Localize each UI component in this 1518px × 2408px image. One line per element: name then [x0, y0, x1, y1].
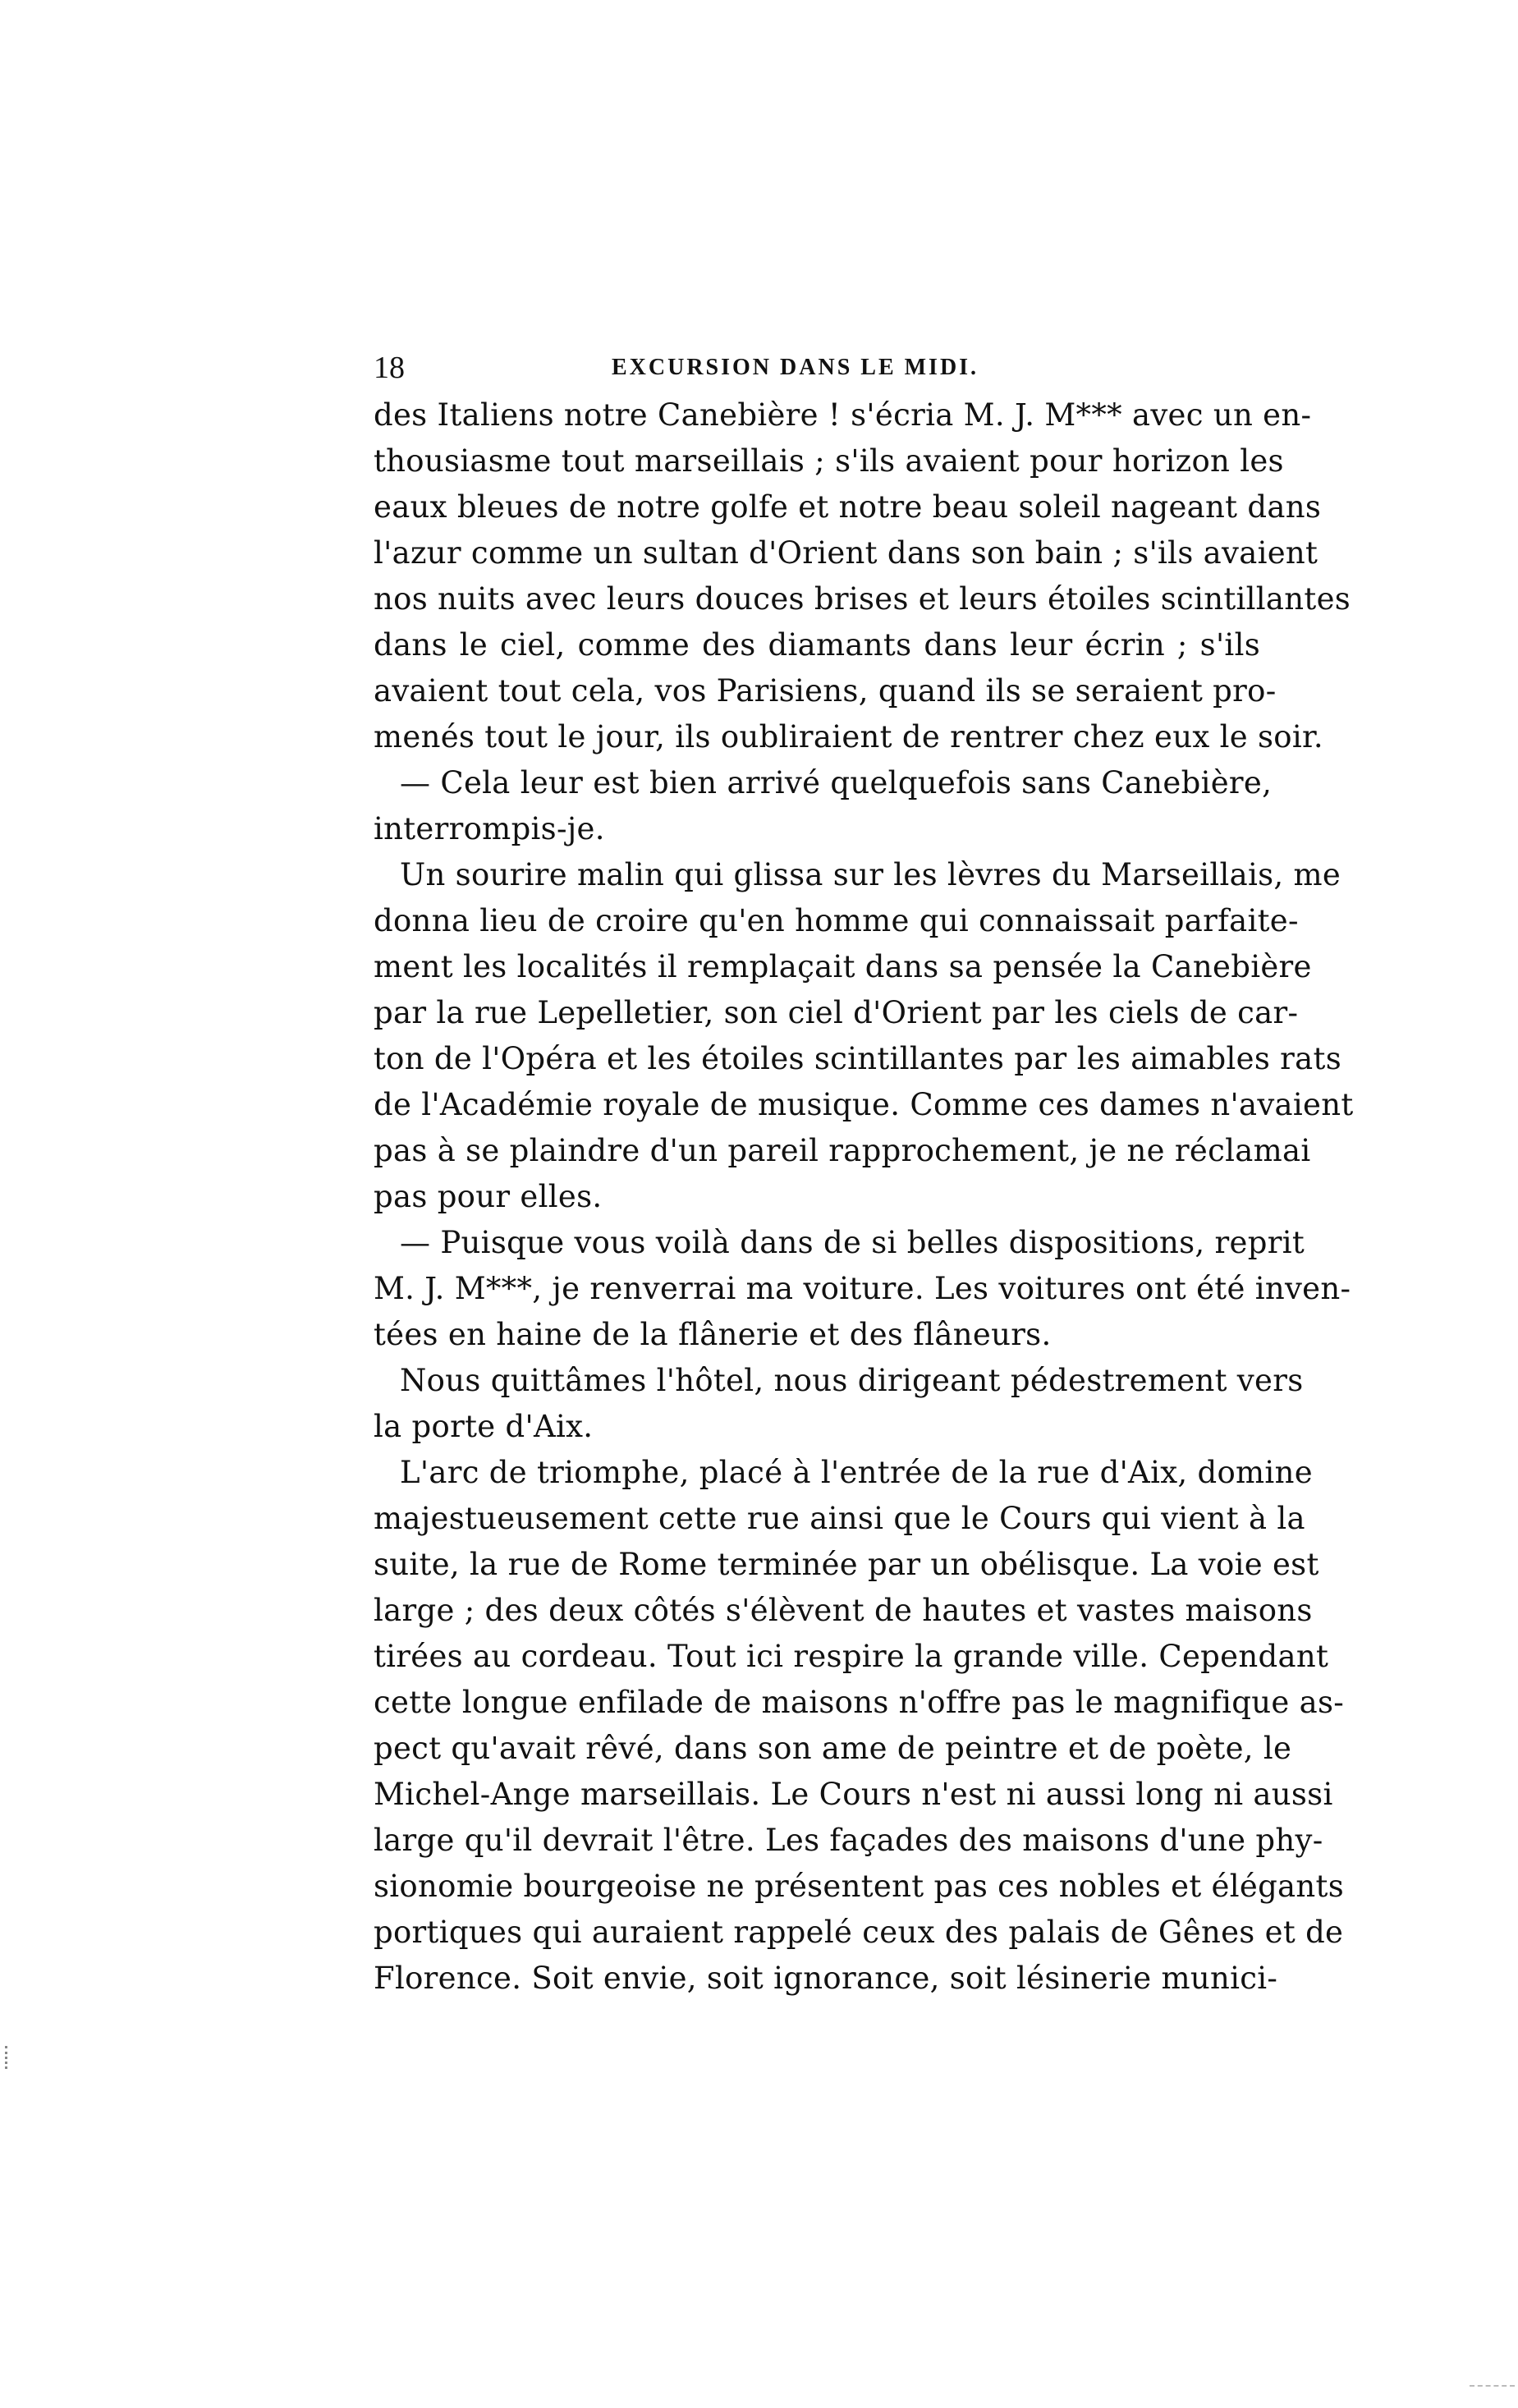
- scan-edge-mark: [1470, 2385, 1515, 2388]
- text-line: pas pour elles.: [374, 1179, 603, 1214]
- text-line: — Puisque vous voilà dans de si belles dispositions, reprit: [400, 1225, 1305, 1260]
- text-line: sionomie bourgeoise ne présentent pas ces nobles et élégants: [374, 1869, 1344, 1904]
- text-line: large ; des deux côtés s'élèvent de hautes et vastes maisons: [374, 1593, 1313, 1628]
- text-line: menés tout le jour, ils oubliraient de rentrer chez eux le soir.: [374, 719, 1323, 755]
- text-line: Un sourire malin qui glissa sur les lèvres du Marseillais, me: [400, 857, 1341, 892]
- text-line: thousiasme tout marseillais ; s'ils avaient pour horizon les: [374, 443, 1284, 479]
- text-line: nos nuits avec leurs douces brises et leurs étoiles scintillantes: [374, 581, 1351, 617]
- text-line: large qu'il devrait l'être. Les façades des maisons d'une phy-: [374, 1823, 1323, 1858]
- text-line: par la rue Lepelletier, son ciel d'Orient par les ciels de car-: [374, 995, 1299, 1030]
- page-header: [374, 345, 1260, 391]
- text-line: l'azur comme un sultan d'Orient dans son bain ; s'ils avaient: [374, 535, 1319, 571]
- text-line: Florence. Soit envie, soit ignorance, soit lésinerie munici-: [374, 1961, 1278, 1996]
- text-line: portiques qui auraient rappelé ceux des palais de Gênes et de: [374, 1915, 1344, 1950]
- text-line: M. J. M***, je renverrai ma voiture. Les voitures ont été inven-: [374, 1271, 1351, 1306]
- text-line: eaux bleues de notre golfe et notre beau soleil nageant dans: [374, 489, 1322, 525]
- text-line: donna lieu de croire qu'en homme qui connaissait parfaite-: [374, 903, 1299, 938]
- text-line: ton de l'Opéra et les étoiles scintillantes par les aimables rats: [374, 1041, 1341, 1076]
- text-line: des Italiens notre Canebière ! s'écria M. J. M*** avec un en-: [374, 397, 1312, 433]
- text-line: cette longue enfilade de maisons n'offre pas le magnifique as-: [374, 1685, 1345, 1720]
- text-line: ment les localités il remplaçait dans sa pensée la Canebière: [374, 949, 1312, 984]
- text-line: tées en haine de la flânerie et des flâneurs.: [374, 1317, 1052, 1352]
- text-line: Michel-Ange marseillais. Le Cours n'est ni aussi long ni aussi: [374, 1777, 1333, 1812]
- text-line: interrompis-je.: [374, 811, 605, 846]
- running-title: EXCURSION DANS LE MIDI.: [612, 355, 979, 380]
- text-line: tirées au cordeau. Tout ici respire la grande ville. Cependant: [374, 1639, 1329, 1674]
- text-line: Nous quittâmes l'hôtel, nous dirigeant pédestrement vers: [400, 1363, 1304, 1398]
- page-number: 18: [374, 351, 405, 385]
- text-line: la porte d'Aix.: [374, 1409, 594, 1444]
- text-line: — Cela leur est bien arrivé quelquefois sans Canebière,: [400, 765, 1273, 800]
- text-line: dans le ciel, comme des diamants dans leur écrin ; s'ils: [374, 627, 1260, 663]
- text-line: suite, la rue de Rome terminée par un obélisque. La voie est: [374, 1547, 1319, 1582]
- scan-margin-mark: [5, 2046, 10, 2069]
- text-line: de l'Académie royale de musique. Comme ces dames n'avaient: [374, 1087, 1354, 1122]
- text-line: pect qu'avait rêvé, dans son ame de peintre et de poète, le: [374, 1731, 1292, 1766]
- text-line: majestueusement cette rue ainsi que le Cours qui vient à la: [374, 1501, 1305, 1536]
- body-text: [374, 392, 1354, 2002]
- text-line: avaient tout cela, vos Parisiens, quand ils se seraient pro-: [374, 673, 1277, 709]
- text-line: L'arc de triomphe, placé à l'entrée de la rue d'Aix, domine: [400, 1455, 1313, 1490]
- text-line: pas à se plaindre d'un pareil rapprochement, je ne réclamai: [374, 1133, 1311, 1168]
